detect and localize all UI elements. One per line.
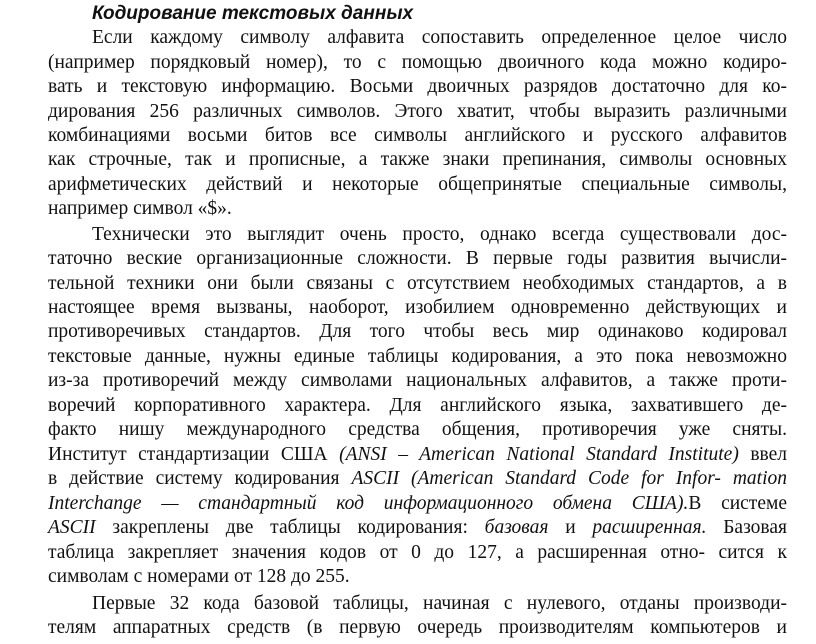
- paragraph-1-line: комбинациями восьми битов все символы английского и русского алфавитов: [48, 125, 787, 146]
- paragraph-1-line: дирования 256 различных символов. Этого хватит, чтобы выразить различными: [48, 101, 787, 122]
- italic-text-run: расширенная.: [592, 517, 707, 538]
- paragraph-2-line: текстовые данные, нужны единые таблицы кодирования, а это пока невозможно: [48, 346, 787, 367]
- paragraph-2-line: [48, 467, 787, 491]
- text-run: В системе: [688, 493, 787, 514]
- paragraph-2-line: таблица закрепляет значения кодов от 0 до 127, а расширенная отно- сится к: [48, 542, 787, 563]
- text-run: Базовая: [706, 517, 788, 538]
- paragraph-1-line: как строчные, так и прописные, а также знаки препинания, символы основных: [48, 149, 787, 170]
- paragraph-2-line: воречий корпоративного характера. Для английского языка, захватившего де-: [48, 395, 787, 416]
- paragraph-2-line: противоречивых стандартов. Для того чтобы весь мир одинаково кодировал: [48, 321, 787, 342]
- text-run: и: [548, 517, 593, 538]
- paragraph-2-line: [48, 516, 787, 540]
- italic-text-run: ASCII: [48, 517, 96, 538]
- paragraph-1-line: вать и текстовую информацию. Восьми двоичных разрядов достаточно для ко-: [48, 76, 787, 97]
- text-run: Институт стандартизации США: [48, 444, 340, 465]
- paragraph-2-line: символам с номерами от 128 до 255.: [48, 566, 350, 587]
- paragraph-2-line: [48, 443, 787, 467]
- paragraph-1-line: арифметических действий и некоторые общепринятые специальные символы,: [48, 174, 787, 195]
- italic-text-run: ASCII (American Standard Code for Infor- mation: [351, 468, 787, 489]
- text-run: в действие систему кодирования: [48, 468, 352, 489]
- section-heading: Кодирование текстовых данных: [92, 3, 414, 24]
- paragraph-2-line: Технически это выглядит очень просто, однако всегда существовали дос-: [92, 224, 787, 245]
- italic-text-run: Interchange — стандартный код информационного обмена США).: [48, 493, 689, 514]
- paragraph-1-line: Если каждому символу алфавита сопоставить определенное целое число: [92, 27, 787, 48]
- text-run: ввел: [738, 444, 788, 465]
- paragraph-1-line: (например порядковый номер), то с помощью двоичного кода можно кодиро-: [48, 52, 787, 73]
- text-run: закреплены две таблицы кодирования:: [95, 517, 485, 538]
- paragraph-2-line: настоящее время вызваны, наоборот, изобилием одновременно действующих и: [48, 297, 787, 318]
- paragraph-3-line: Первые 32 кода базовой таблицы, начиная с нулевого, отданы производи-: [92, 593, 787, 614]
- paragraph-2-line: таточно веские организационные сложности. В первые годы развития вычисли-: [48, 248, 787, 269]
- paragraph-2-line: тельной техники они были связаны с отсутствием необходимых стандартов, а в: [48, 273, 787, 294]
- paragraph-1-line: например символ «$».: [48, 198, 232, 219]
- paragraph-2-line: [48, 492, 787, 516]
- paragraph-2-line: факто нишу международного средства общения, противоречия уже сняты.: [48, 419, 787, 440]
- italic-text-run: базовая: [484, 517, 549, 538]
- paragraph-2-line: из-за противоречий между символами национальных алфавитов, а также проти-: [48, 370, 787, 391]
- paragraph-3-line: телям аппаратных средств (в первую очередь производителям компьютеров и: [48, 617, 787, 638]
- italic-text-run: (ANSI – American National Standard Institute): [339, 444, 739, 465]
